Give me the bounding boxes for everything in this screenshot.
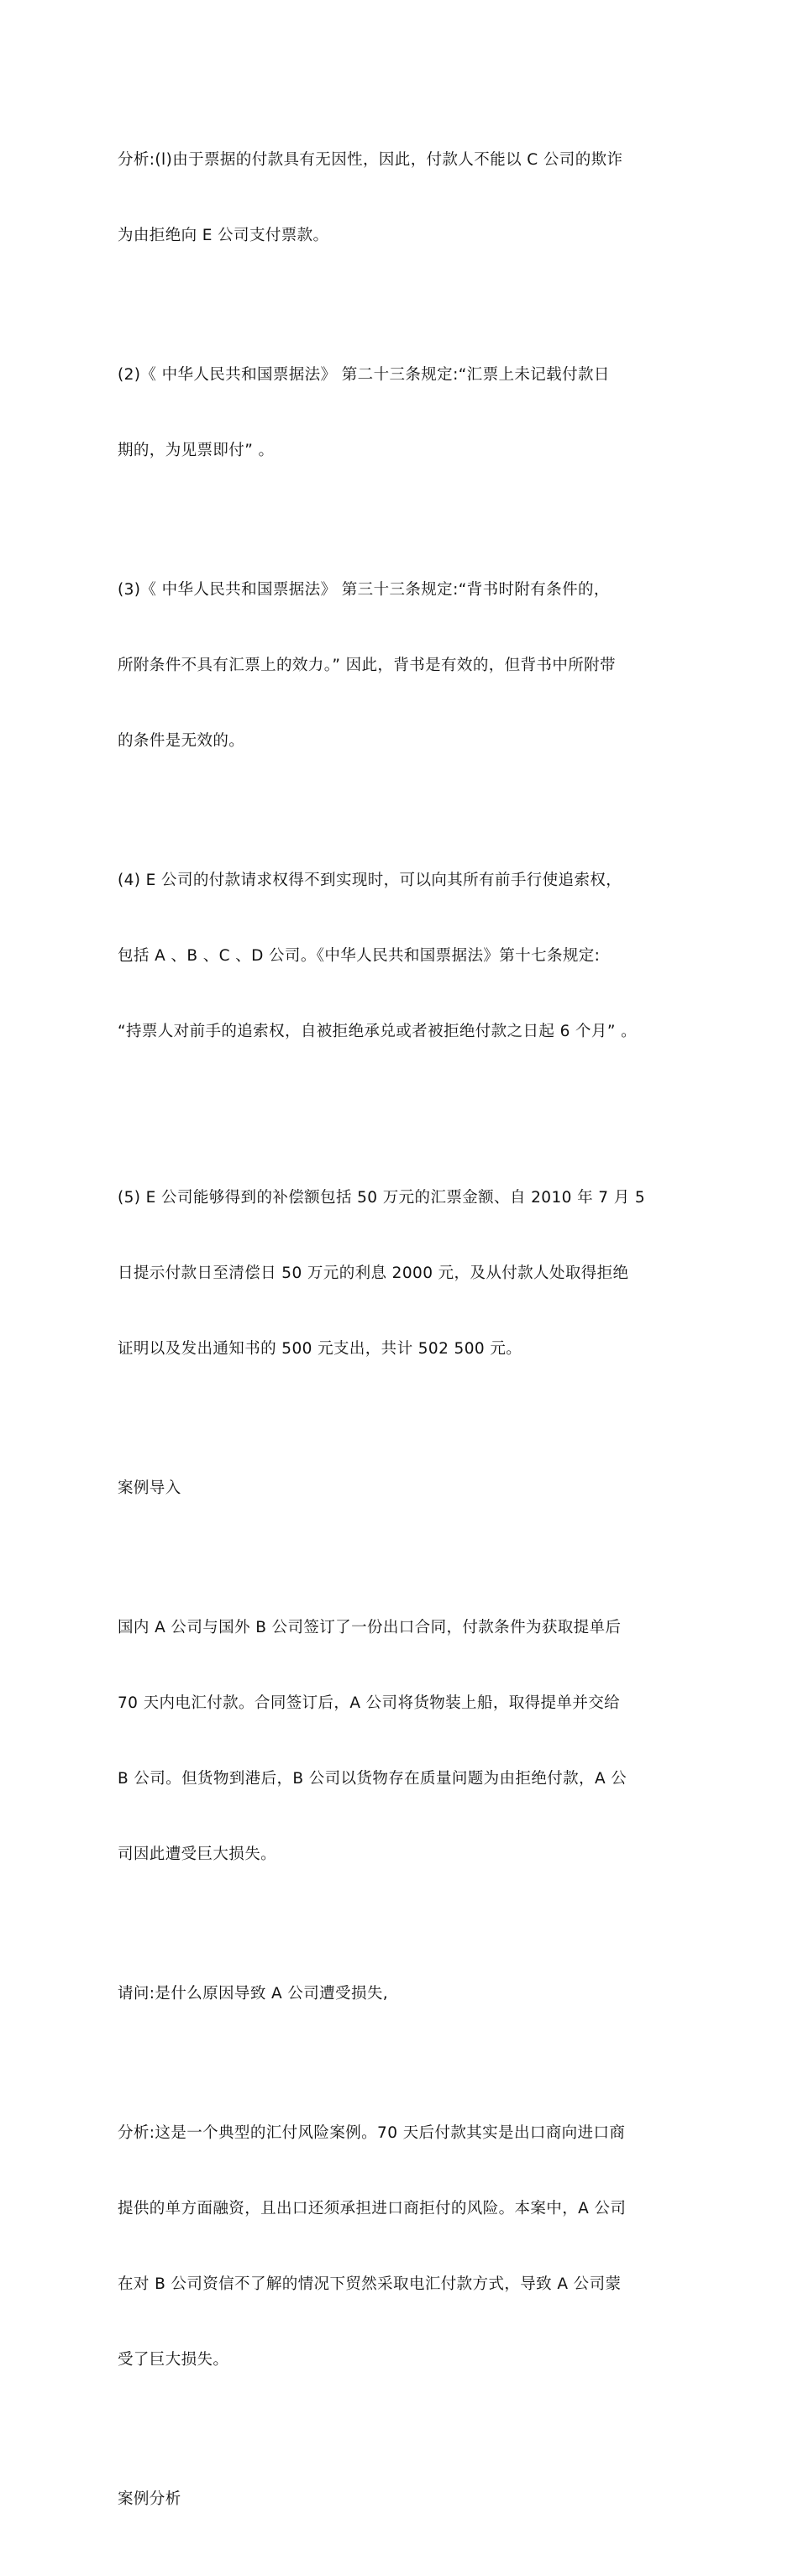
text-line: 所附条件不具有汇票上的效力。” 因此，背书是有效的，但背书中所附带 (118, 657, 616, 674)
section-heading-case-analysis (118, 2437, 689, 2563)
text-line: 包括 A 、B 、C 、D 公司。《中华人民共和国票据法》第十七条规定: (118, 947, 601, 965)
text-line: 为由拒绝向 E 公司支付票款。 (118, 227, 329, 244)
section-heading-case-intro (118, 1426, 689, 1552)
paragraph-case-analysis (118, 2071, 689, 2423)
text-line: 证明以及发出通知书的 500 元支出，共计 502 500 元。 (118, 1340, 522, 1358)
text-line: 期的，为见票即付” 。 (118, 442, 275, 459)
text-line: 分析:这是一个典型的汇付风险案例。70 天后付款其实是出口商向进口商 (118, 2124, 626, 2142)
text-line: 受了巨大损失。 (118, 2351, 229, 2369)
text-line: 的条件是无效的。 (118, 732, 245, 750)
text-line: “持票人对前手的追索权，自被拒绝承兑或者被拒绝付款之日起 6 个月” 。 (118, 1023, 637, 1040)
paragraph-question (118, 1931, 689, 2057)
text-line: 在对 B 公司资信不了解的情况下贸然采取电汇付款方式，导致 A 公司蒙 (118, 2275, 622, 2293)
text-line: 70 天内电汇付款。合同签订后，A 公司将货物装上船，取得提单并交给 (118, 1694, 621, 1712)
paragraph-case-description (118, 1565, 689, 1918)
text-line: 案例导入 (118, 1479, 181, 1497)
paragraph-analysis-3 (118, 527, 689, 804)
text-line: (4) E 公司的付款请求权得不到实现时，可以向其所有前手行使追索权， (118, 872, 622, 889)
text-line: 司因此遭受巨大损失。 (118, 1846, 277, 1863)
text-line: (2)《 中华人民共和国票据法》 第二十三条规定:“汇票上未记载付款日 (118, 366, 610, 384)
text-line: B 公司。但货物到港后，B 公司以货物存在质量问题为由拒绝付款，A 公 (118, 1770, 627, 1788)
text-line: 国内 A 公司与国外 B 公司签订了一份出口合同，付款条件为获取提单后 (118, 1619, 622, 1636)
paragraph-analysis-1 (118, 97, 689, 299)
text-line: 请问:是什么原因导致 A 公司遭受损失, (118, 1985, 389, 2003)
paragraph-analysis-4 (118, 818, 689, 1095)
paragraph-analysis-5 (118, 1135, 689, 1412)
text-line: 提供的单方面融资，且出口还须承担进口商拒付的风险。本案中，A 公司 (118, 2200, 627, 2217)
text-line: 日提示付款日至清偿日 50 万元的利息 2000 元，及从付款人处取得拒绝 (118, 1264, 629, 1282)
text-line: 分析:(l)由于票据的付款具有无因性，因此，付款人不能以 C 公司的欺诈 (118, 151, 623, 169)
document-body (118, 97, 689, 2576)
text-line: (3)《 中华人民共和国票据法》 第三十三条规定:“背书时附有条件的， (118, 581, 610, 599)
paragraph-analysis-2 (118, 312, 689, 514)
text-line: 案例分析 (118, 2490, 181, 2508)
text-line: (5) E 公司能够得到的补偿额包括 50 万元的汇票金额、自 2010 年 7 月 5 (118, 1189, 646, 1207)
